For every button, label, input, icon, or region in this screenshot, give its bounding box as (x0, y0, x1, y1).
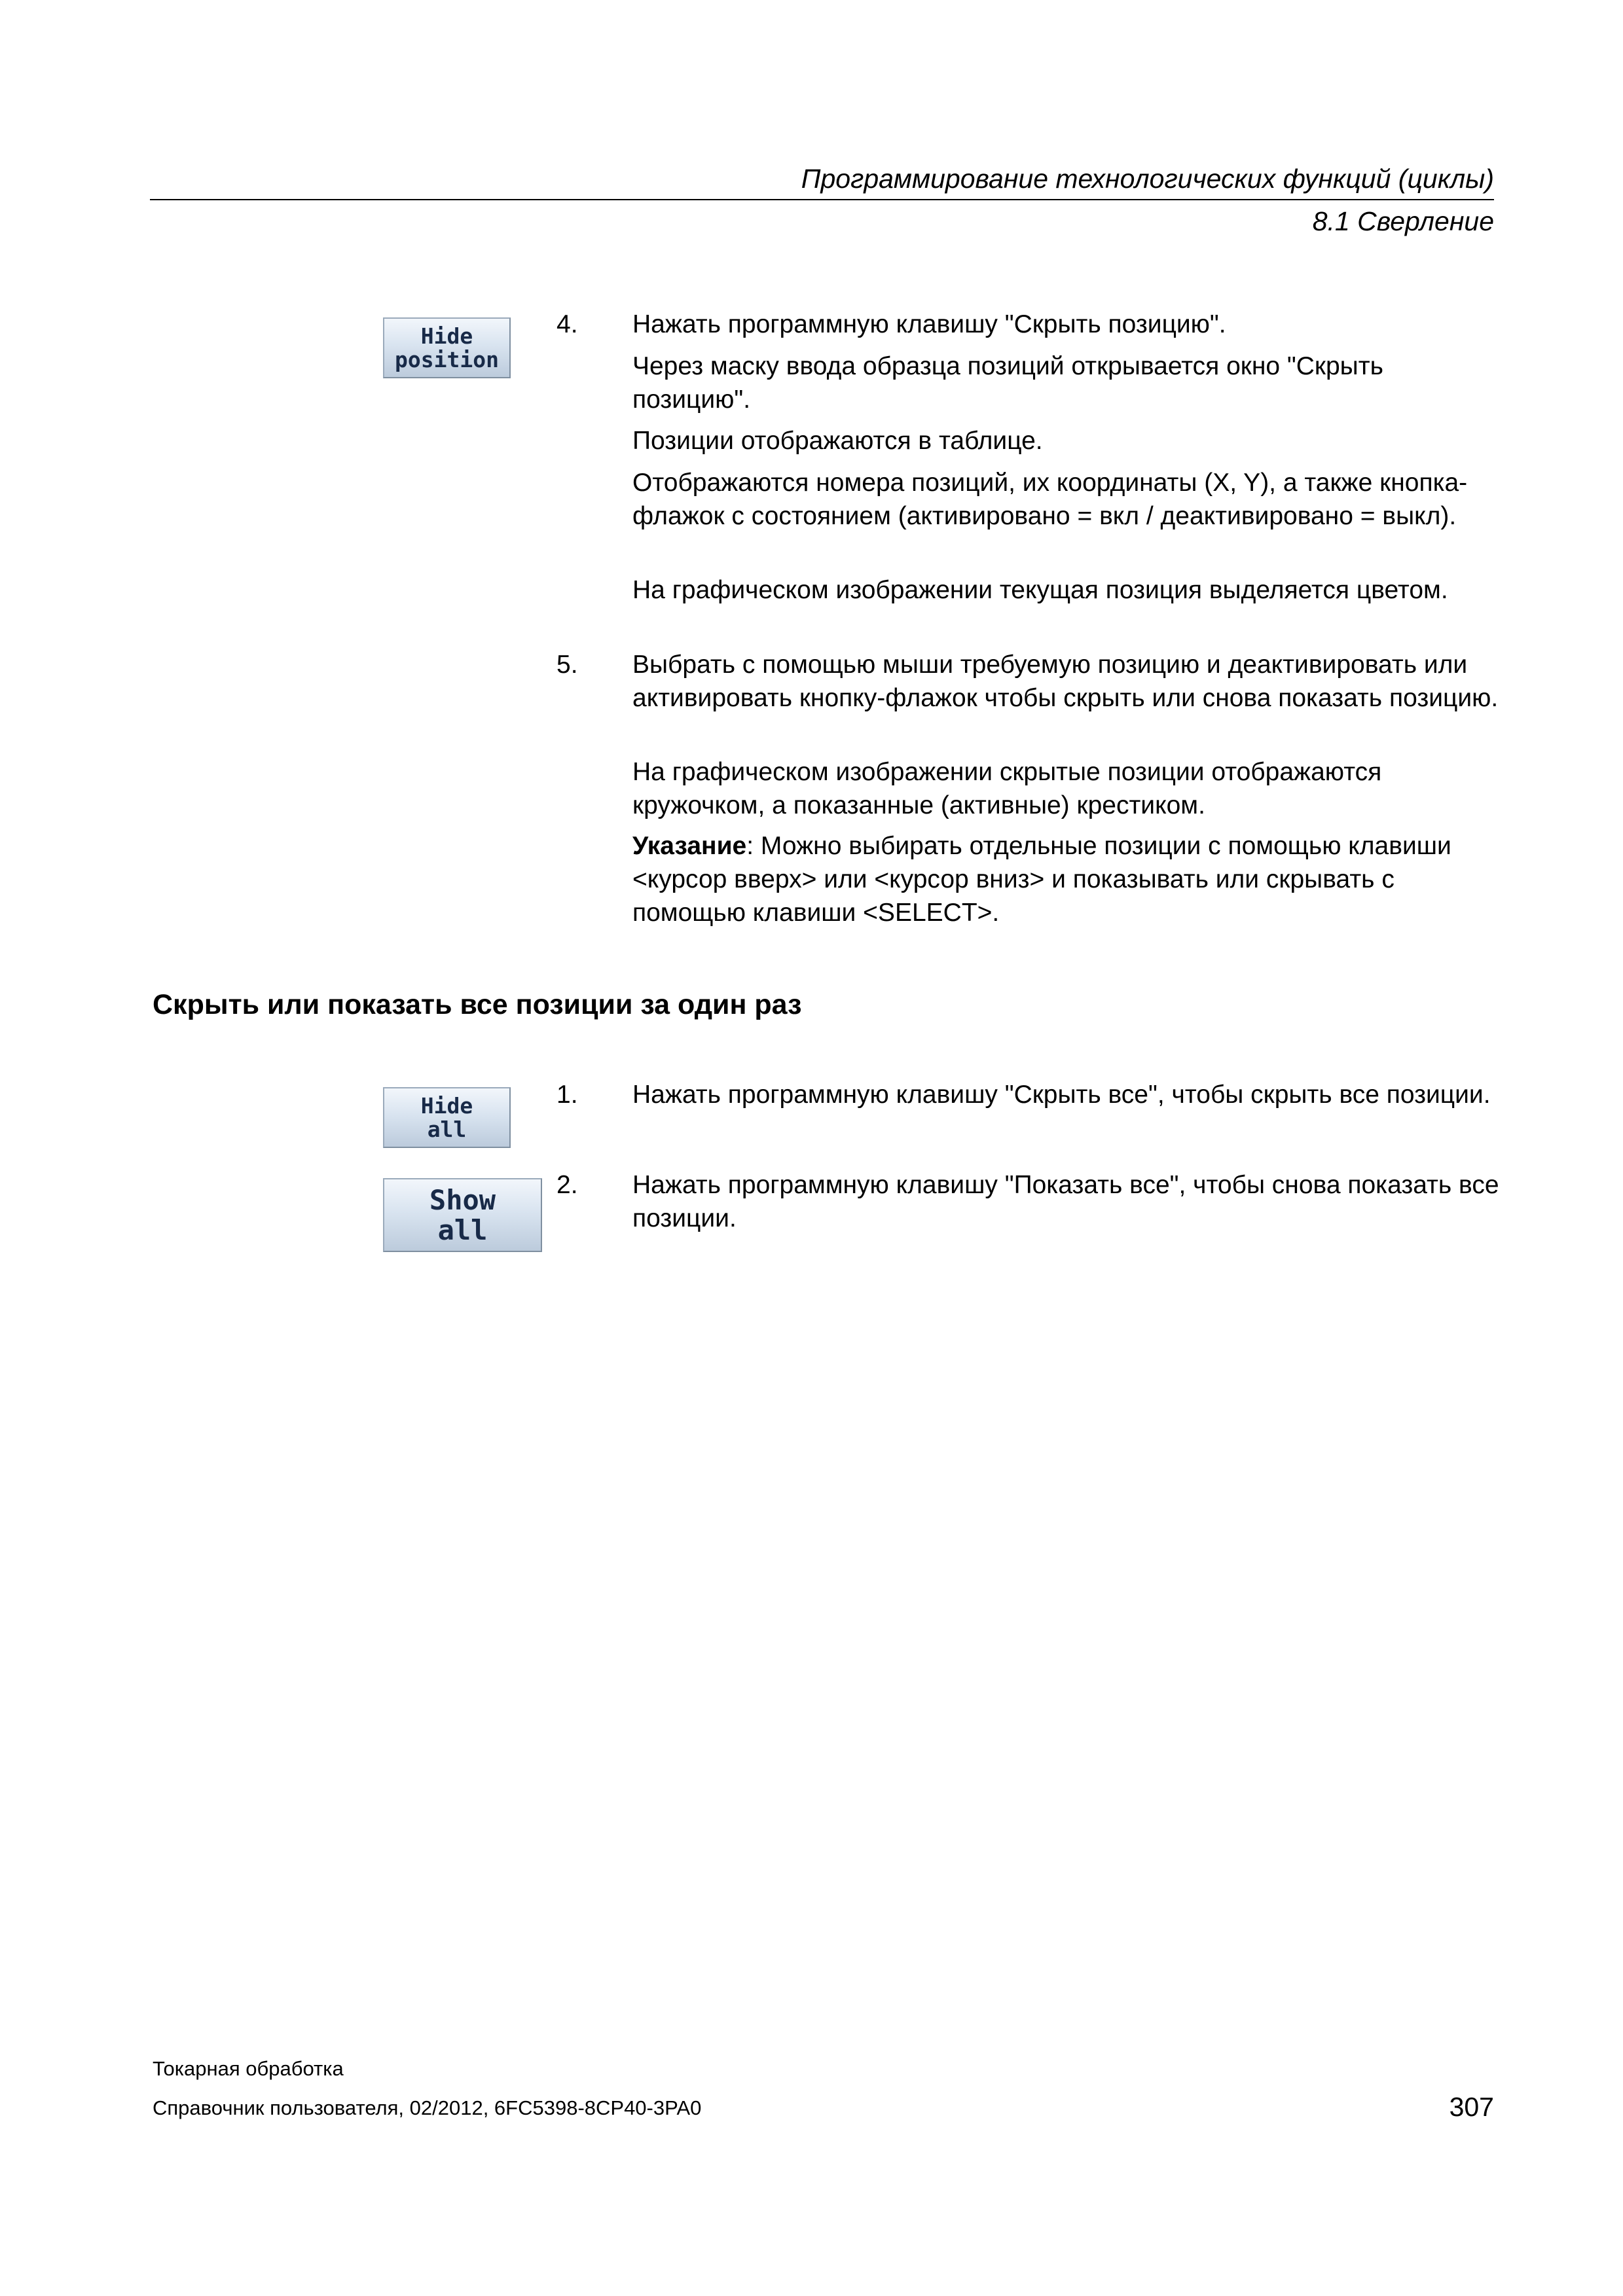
softkey-label-line2: all (437, 1213, 488, 1246)
step-5-note (632, 829, 1503, 929)
note-text: : Можно выбирать отдельные позиции с помощью клавиши <курсор вверх> или <курсор вниз> и показывать или скрывать с помощью клавиши <SELECT>. (632, 832, 1451, 927)
note-label: Указание (632, 832, 747, 860)
footer-manual-info: Справочник пользователя, 02/2012, 6FC5398-8CP40-3PA0 (153, 2096, 702, 2119)
step-4-result-columns: Отображаются номера позиций, их координаты (X, Y), а также кнопка-флажок с состоянием (активировано = вкл / деактивировано = выкл). (632, 469, 1468, 530)
step-number-5: 5. (556, 651, 578, 679)
show-all-softkey[interactable] (383, 1178, 542, 1252)
section-heading: Скрыть или показать все позиции за один раз (153, 989, 802, 1020)
hide-all-softkey[interactable] (383, 1087, 511, 1148)
step-number-2: 2. (556, 1171, 578, 1199)
page-number: 307 (1449, 2092, 1494, 2122)
softkey-label-line1: Show (429, 1184, 496, 1217)
running-header-section: 8.1 Сверление (1312, 206, 1494, 236)
step-4-result-window: Через маску ввода образца позиций открывается окно "Скрыть позицию". (632, 352, 1383, 414)
header-rule (150, 199, 1494, 200)
step-4-instruction: Нажать программную клавишу "Скрыть позицию". (632, 310, 1226, 338)
step-number-1: 1. (556, 1081, 578, 1109)
softkey-label-line2: position (395, 346, 499, 372)
softkey-label-line1: Hide (420, 323, 473, 349)
hide-position-softkey[interactable] (383, 317, 511, 378)
softkey-label-line1: Hide (420, 1092, 473, 1119)
softkey-label-line2: all (427, 1116, 467, 1142)
step-1-instruction: Нажать программную клавишу "Скрыть все", чтобы скрыть все позиции. (632, 1081, 1491, 1109)
footer-product: Токарная обработка (153, 2057, 344, 2080)
step-2-instruction: Нажать программную клавишу "Показать все", чтобы снова показать все позиции. (632, 1171, 1499, 1232)
running-header-title: Программирование технологических функций (циклы) (801, 164, 1494, 194)
step-4-result-highlight: На графическом изображении текущая позиция выделяется цветом. (632, 576, 1448, 604)
step-4-result-table: Позиции отображаются в таблице. (632, 427, 1043, 455)
step-5-instruction: Выбрать с помощью мыши требуемую позицию и деактивировать или активировать кнопку-флажок чтобы скрыть или снова показать позицию. (632, 651, 1499, 712)
step-number-4: 4. (556, 310, 578, 338)
step-5-result: На графическом изображении скрытые позиции отображаются кружочком, а показанные (активные) крестиком. (632, 758, 1382, 819)
